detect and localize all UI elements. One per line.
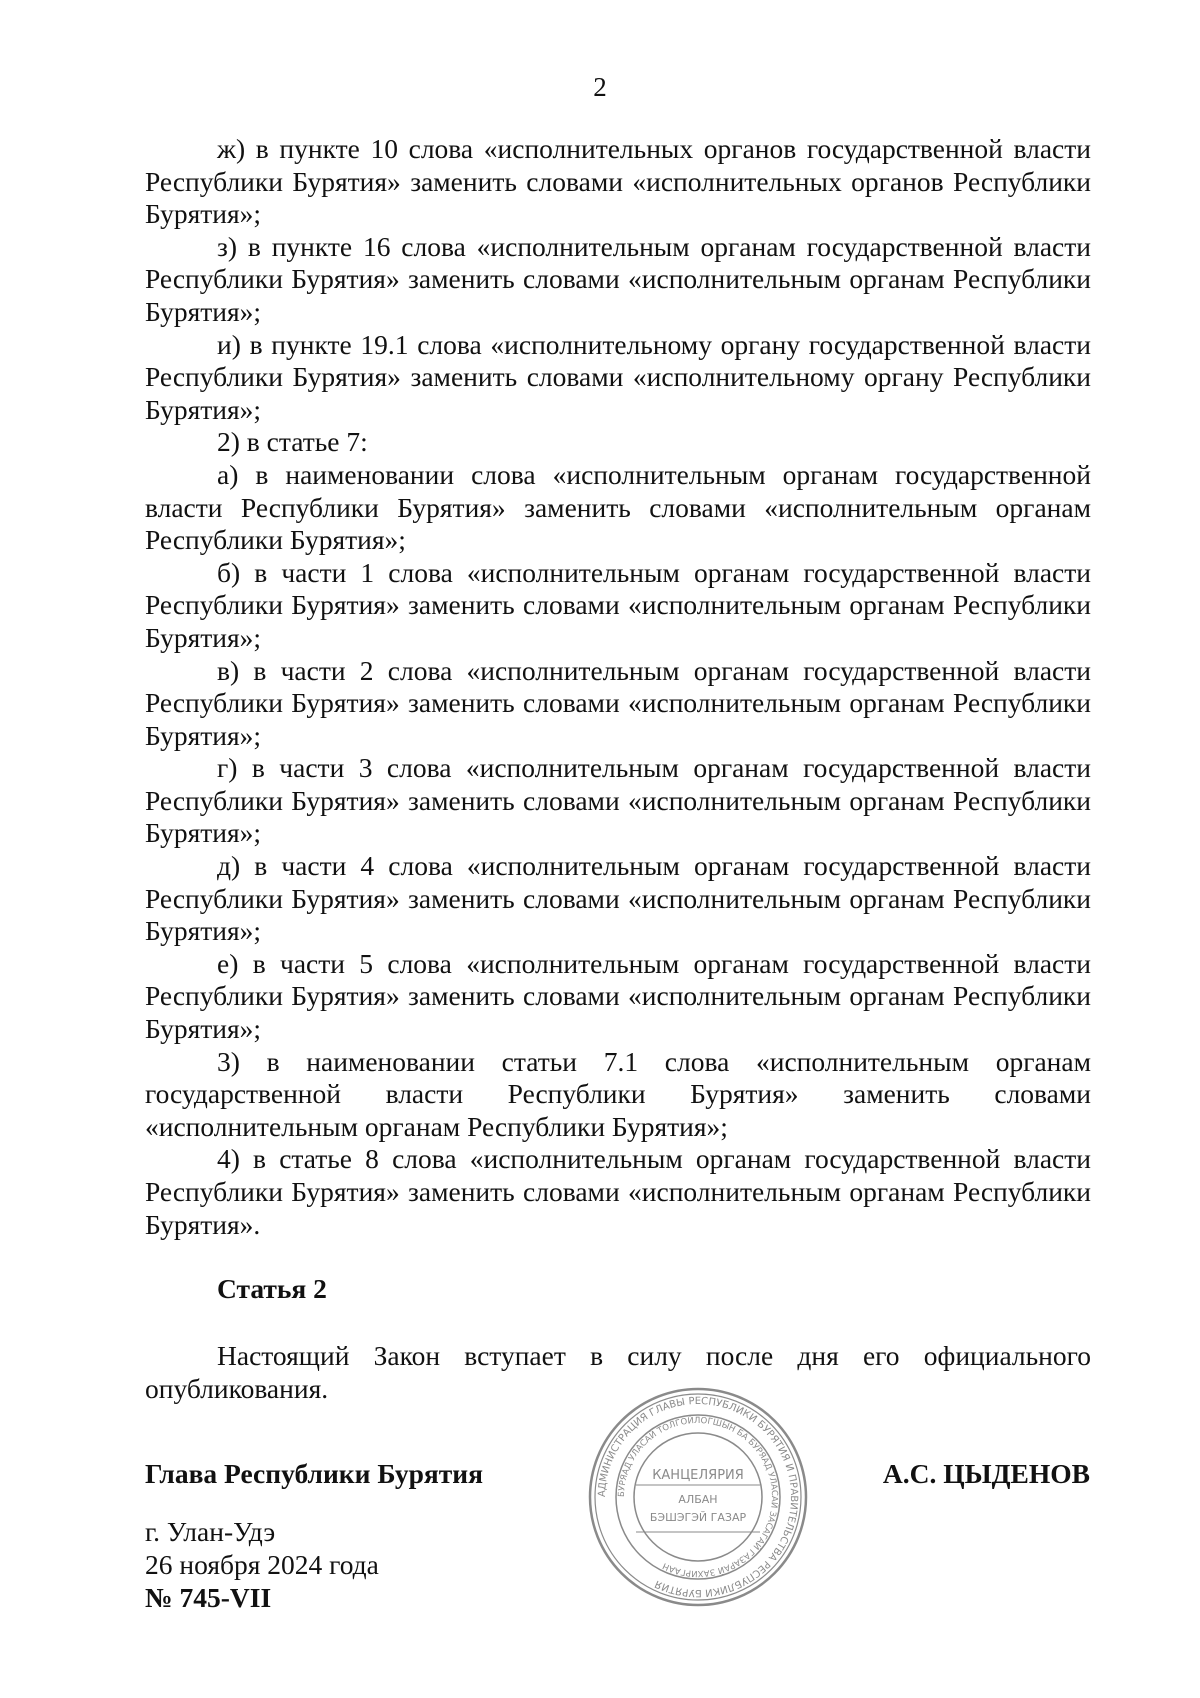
signatory-name: А.С. ЦЫДЕНОВ	[882, 1458, 1090, 1489]
article-heading: Статья 2	[217, 1273, 327, 1304]
law-number: № 745-VII	[145, 1582, 272, 1613]
paragraph-b: б) в части 1 слова «исполнительным органам государственной власти Республики Бурятия» заменить словами «исполнительным органам Республики Бурятия»;	[145, 556, 1091, 653]
paragraph-zh: ж) в пункте 10 слова «исполнительных органов государственной власти Республики Бурятия» заменить словами «исполнительных органов Республики Бурятия»;	[145, 133, 1091, 230]
paragraph-3: 3) в наименовании статьи 7.1 слова «исполнительным органам государственной власти Республики Бурятия» заменить словами «исполнительным органам Республики Бурятия»;	[145, 1045, 1091, 1142]
stamp-outer-text: АДМИНИСТРАЦИЯ ГЛАВЫ РЕСПУБЛИКИ БУРЯТИЯ И ПРАВИТЕЛЬСТВА РЕСПУБЛИКИ БУРЯТИЯ	[596, 1395, 800, 1599]
paragraph-v: в) в части 2 слова «исполнительным органам государственной власти Республики Бурятия» заменить словами «исполнительным органам Республики Бурятия»;	[145, 654, 1091, 751]
date: 26 ноября 2024 года	[145, 1549, 379, 1580]
paragraph-4: 4) в статье 8 слова «исполнительным органам государственной власти Республики Бурятия» заменить словами «исполнительным органам Республики Бурятия».	[145, 1143, 1091, 1240]
stamp-inner-text: БУРЯАД УЛАСАЙ ТОЛГОЙЛОГШЫН БА БУРЯАД УЛАСАЙ ЗАСАГАЙ ГАЗАРАЙ ЗАХИРГААН	[616, 1415, 780, 1579]
stamp-line-3: БЭШЭГЭЙ ГАЗАР	[649, 1511, 747, 1524]
paragraph-2: 2) в статье 7:	[217, 426, 368, 458]
signatory-position: Глава Республики Бурятия	[145, 1458, 484, 1489]
amendments-list	[145, 133, 1091, 1241]
page-number: 2	[593, 72, 607, 102]
paragraph-d: д) в части 4 слова «исполнительным органам государственной власти Республики Бурятия» заменить словами «исполнительным органам Республики Бурятия»;	[145, 850, 1091, 947]
stamp-line-1: КАНЦЕЛЯРИЯ	[652, 1468, 744, 1483]
final-paragraph: Настоящий Закон вступает в силу после дня его официального опубликования.	[145, 1340, 1091, 1404]
paragraph-i: и) в пункте 19.1 слова «исполнительному органу государственной власти Республики Бурятия» заменить словами «исполнительному органу Республики Бурятия»;	[145, 328, 1091, 425]
paragraph-a: а) в наименовании слова «исполнительным органам государственной власти Республики Бурятия» заменить словами «исполнительным органам Республики Бурятия»;	[145, 458, 1091, 556]
paragraph-e: е) в части 5 слова «исполнительным органам государственной власти Республики Бурятия» заменить словами «исполнительным органам Республики Бурятия»;	[145, 947, 1091, 1045]
place-date-block	[145, 1515, 379, 1614]
paragraph-g: г) в части 3 слова «исполнительным органам государственной власти Республики Бурятия» заменить словами «исполнительным органам Республики Бурятия»;	[145, 752, 1091, 849]
official-seal-icon	[586, 1385, 810, 1609]
paragraph-z: з) в пункте 16 слова «исполнительным органам государственной власти Республики Бурятия» заменить словами «исполнительным органам Республики Бурятия»;	[145, 230, 1091, 327]
stamp-line-2: АЛБАН	[678, 1493, 718, 1506]
city: г. Улан-Удэ	[145, 1516, 276, 1547]
